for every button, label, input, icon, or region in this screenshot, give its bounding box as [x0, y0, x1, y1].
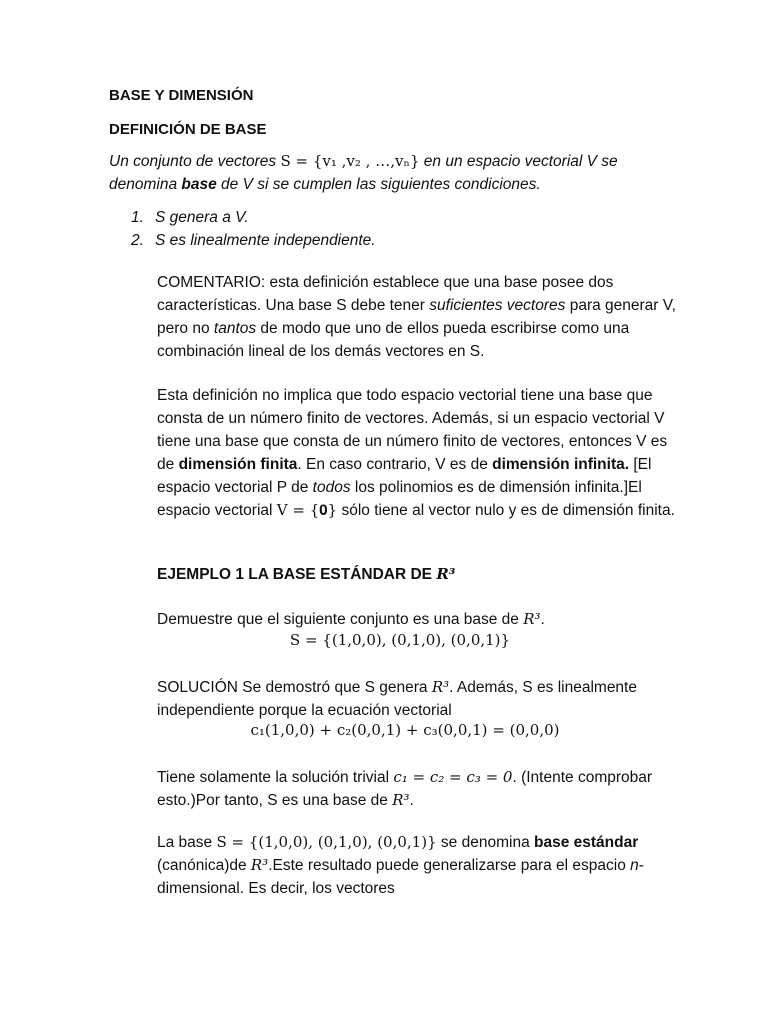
standard-basis-paragraph — [157, 831, 677, 900]
definition-bold-base: base — [181, 176, 217, 193]
solution-label: SOLUCIÓN — [157, 679, 238, 696]
dimension-italic-todos: todos — [312, 479, 351, 496]
dimension-text-3: [El espacio vectorial P de — [157, 456, 652, 496]
example-title-math: R³ — [436, 565, 456, 583]
solution-paragraph — [157, 676, 677, 722]
dimension-text-4: los polinomios es de dimensión infinita.]El espacio vectorial — [157, 479, 642, 519]
std-math-set: S = {(1,0,0), (0,1,0), (0,0,1)} — [216, 833, 437, 851]
comment-text-1: : esta definición establece que una base posee dos características. Una base S debe tener — [157, 274, 614, 314]
std-text-5: -dimensional. Es decir, los vectores — [157, 857, 644, 897]
trivial-text-2: . (Intente comprobar esto.)Por tanto, S es una base de — [157, 769, 653, 809]
trivial-text-1: Tiene solamente la solución trivial — [157, 769, 394, 786]
example-title — [157, 565, 455, 584]
dimension-math-zero-space: V = {𝟎} — [276, 501, 338, 519]
definition-paragraph — [109, 150, 669, 196]
page-title: BASE Y DIMENSIÓN — [109, 87, 254, 104]
list-item-number: 2. — [131, 232, 144, 249]
std-bold: base estándar — [534, 834, 639, 851]
solution-math: R³ — [431, 678, 450, 696]
dimension-paragraph — [157, 384, 677, 522]
comment-italic-2: tantos — [213, 320, 257, 337]
example-prompt-text: Demuestre que el siguiente conjunto es una base de — [157, 611, 524, 628]
std-math-r3: R³ — [250, 856, 269, 874]
comment-italic-1: suficientes vectores — [429, 297, 566, 314]
trivial-math: c₁ = c₂ = c₃ = 0 — [393, 768, 513, 786]
example-prompt-math: R³ — [523, 610, 541, 628]
list-item-text: S genera a V. — [155, 209, 249, 226]
trivial-end: . — [409, 792, 414, 809]
set-expression: S = {(1,0,0), (0,1,0), (0,0,1)} — [289, 631, 511, 649]
list-item-text: S es linealmente independiente. — [155, 232, 376, 249]
example-prompt-end: . — [540, 611, 545, 628]
example-set-equation — [50, 631, 750, 650]
definition-text-1: Un conjunto de vectores — [109, 153, 281, 170]
list-item-number: 1. — [131, 209, 144, 226]
std-text-3: (canónica)de — [157, 857, 251, 874]
dimension-text-1: Esta definición no implica que todo espacio vectorial tiene una base que consta de un número finito de vectores. Además, si un espacio vectorial V tiene una base que consta de un número finito de vectores, entonces V es de — [157, 387, 668, 473]
trivial-solution-paragraph — [157, 766, 677, 812]
dimension-text-2: . En caso contrario, V es de — [297, 456, 493, 473]
dimension-bold-finite: dimensión finita — [178, 456, 298, 473]
trivial-math-r3: R³ — [392, 791, 410, 809]
definition-text-2: en un espacio vectorial V se denomina — [109, 153, 618, 193]
list-item — [131, 229, 376, 252]
vector-equation-expression: c₁(1,0,0) + c₂(0,0,1) + c₃(0,0,1) = (0,0,0) — [250, 721, 560, 739]
comment-paragraph — [157, 271, 677, 363]
section-heading-definition: DEFINICIÓN DE BASE — [109, 121, 267, 138]
std-italic-n: n — [630, 857, 639, 874]
comment-label: COMENTARIO — [157, 274, 261, 291]
vector-equation — [40, 721, 768, 740]
definition-text-3: de V si se cumplen las siguientes condiciones. — [216, 176, 541, 193]
solution-text-2: . Además, S es linealmente independiente porque la ecuación vectorial — [157, 679, 637, 719]
comment-text-2: para generar V, pero no — [157, 297, 676, 337]
std-text-4: .Este resultado puede generalizarse para el espacio — [268, 857, 631, 874]
list-item — [131, 206, 376, 229]
std-text-1: La base — [157, 834, 217, 851]
example-prompt — [157, 608, 677, 631]
example-title-text: EJEMPLO 1 LA BASE ESTÁNDAR DE — [157, 566, 437, 583]
solution-text-1: Se demostró que S genera — [237, 679, 432, 696]
dimension-bold-infinite: dimensión infinita. — [492, 456, 630, 473]
definition-set-expression: S = {v₁ ,v₂ , …,vₙ} — [280, 152, 420, 170]
std-text-2: se denomina — [436, 834, 534, 851]
conditions-list — [131, 206, 376, 252]
comment-text-3: de modo que uno de ellos pueda escribirse como una combinación lineal de los demás vectores en S. — [157, 320, 630, 360]
dimension-text-5: sólo tiene al vector nulo y es de dimensión finita. — [337, 502, 675, 519]
